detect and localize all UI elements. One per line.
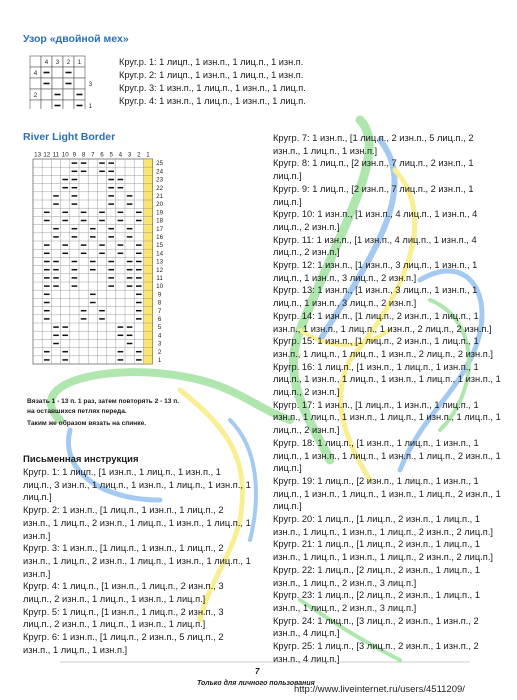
chart-row-label: 3 <box>88 81 93 88</box>
instruction-line: изн.п., 1 лиц.п., 2 изн.п., 1 лиц.п., 1 изн.п., 1 лиц.п., 1 <box>23 555 251 566</box>
chart-col-label: 1 <box>146 151 150 159</box>
chart-row-label: 4 <box>33 70 38 77</box>
chart-row-label: 24 <box>156 168 164 176</box>
instruction-line: лиц.п., 2 изн.п.] <box>273 221 340 232</box>
instruction-line: Кругр. 18: 1 лиц.п., [1 изн.п., 1 лиц.п., 1 изн.п., 1 <box>273 437 479 448</box>
instruction-line: изн.п., 1 лиц.п., 1 изн.п.] <box>23 644 128 655</box>
pattern2-note-2: на оставшихся петлях переда. <box>27 408 127 415</box>
instruction-line: Кругр. 5: 1 лиц.п., [1 изн.п., 1 лиц.п., 2 изн.п., 3 <box>23 606 224 617</box>
chart-col-label: 2 <box>137 151 141 159</box>
chart-cell <box>74 67 85 78</box>
instruction-line: Кругр. 21: 1 лиц.п., [1 лиц.п., 2 изн.п., 1 лиц.п., 1 <box>273 539 481 550</box>
instruction-line: изн.п., 1 лиц.п., 1 изн.п., 1 лиц.п., 2 изн.п., 2 лиц.п.] <box>273 552 493 563</box>
chart-cell <box>30 78 41 89</box>
instruction-line: Кругр. 15: 1 изн.п., [1 лиц.п., 2 изн.п., 1 лиц.п., 1 <box>273 336 479 347</box>
instruction-line: Кругр. 4: 1 лиц.п., [1 изн.п., 1 лиц.п., 2 изн.п., 3 <box>23 581 224 592</box>
chart-cell <box>52 78 63 89</box>
chart-col-label: 4 <box>44 59 49 66</box>
chart-row-label: 1 <box>88 103 93 109</box>
chart-row-label: 7 <box>157 307 162 315</box>
pattern2-chart <box>31 149 177 382</box>
chart-row-label: 12 <box>156 266 164 274</box>
chart-row-label: 1 <box>157 357 162 364</box>
instruction-line: изн.п., 1 лиц.п., 2 изн.п., 1 лиц.п., 1 изн.п., 1 лиц.п., 1 <box>23 517 251 528</box>
chart-row-label: 17 <box>156 225 164 233</box>
instruction-line: лиц.п., 2 изн.п., 1 лиц.п., 1 изн.п., 1 лиц.п.] <box>23 619 206 630</box>
pattern1-title: Узор «двойной мех» <box>23 33 129 45</box>
chart-row-label: 19 <box>156 209 164 217</box>
instruction-line: Кругр. 8: 1 лиц.п., [2 изн.п., 7 лиц.п., 2 изн.п., 1 <box>273 158 474 169</box>
chart-cell <box>74 100 85 109</box>
instruction-line: изн.п., 1 лиц.п., 2 изн.п., 3 лиц.п.] <box>273 577 417 588</box>
instruction-line: лиц.п., 1 изн.п., 3 лиц.п., 2 изн.п.] <box>273 298 417 309</box>
chart-row-label: 23 <box>156 176 164 184</box>
chart-cell <box>41 100 52 109</box>
instruction-line: Кругр. 25: 1 лиц.п., [3 лиц.п., 2 изн.п., 1 изн.п., 2 <box>273 641 479 651</box>
chart-row-label: 10 <box>156 283 164 291</box>
pattern1-round-1: Круг.р. 1: 1 лицп., 1 изн.п., 1 лиц.п., 1 изн.п. <box>119 57 304 67</box>
instruction-line: лиц.п., 1 изн.п., 1 лиц.п., 1 изн.п., 1 лиц.п., 1 изн.п., 1 <box>273 374 501 385</box>
chart-row-label: 11 <box>156 275 163 282</box>
instruction-line: лиц.п.] <box>273 463 302 474</box>
instruction-line: лиц.п.] <box>273 196 302 207</box>
chart-row-label: 25 <box>156 160 164 168</box>
chart-row-label: 13 <box>156 258 164 266</box>
chart-row-label: 22 <box>156 184 164 192</box>
chart-cell <box>41 89 52 100</box>
instruction-line: Кругр. 12: 1 изн.п., [1 изн.п., 3 лиц.п., 1 изн.п., 1 <box>273 260 478 270</box>
instruction-line: Кругр. 22: 1 лиц.п., [2 лиц.п., 2 изн.п., 1 лиц.п., 1 <box>273 564 481 575</box>
instruction-line: лиц.п., 2 изн.п.] <box>273 425 340 436</box>
chart-col-label: 12 <box>43 151 51 159</box>
chart-row-label: 6 <box>157 316 162 323</box>
instruction-line: изн.п.] <box>23 530 51 541</box>
chart-row-label: 20 <box>156 201 164 209</box>
instruction-line: лиц.п., 2 изн.п.] <box>273 387 340 397</box>
footer-rule <box>60 660 470 664</box>
instruction-line: лиц.п., 2 изн.п.] <box>273 247 340 258</box>
instruction-line: Кругр. 3: 1 изн.п., [1 лиц.п., 1 изн.п., 1 лиц.п., 2 <box>23 543 224 554</box>
chart-col-label: 3 <box>127 151 132 159</box>
page-number: 7 <box>255 667 260 676</box>
instruction-line: изн.п., 1 лиц.п., 2 изн.п., 3 лиц.п.] <box>273 602 417 613</box>
chart-col-label: 1 <box>77 59 82 66</box>
instruction-line: Кругр. 23: 1 лиц.п., [2 лиц.п., 2 изн.п., 1 лиц.п., 1 <box>273 590 481 601</box>
chart-col-label: 4 <box>118 151 123 159</box>
chart-col-label: 11 <box>52 151 60 159</box>
chart-row-label: 15 <box>156 242 164 250</box>
source-url[interactable]: http://www.liveinternet.ru/users/4511209/ <box>294 684 465 695</box>
pattern2-note-1: Вязать 1 - 13 п. 1 раз, затем повторять 2 - 13 п. <box>27 398 180 405</box>
chart-row-label: 18 <box>156 217 164 225</box>
instruction-line: лиц.п., 1 изн.п., 3 лиц.п., 2 изн.п.] <box>273 272 417 283</box>
instruction-line: лиц.п.] <box>273 501 302 512</box>
chart-row-label: 21 <box>156 193 164 200</box>
chart-cell <box>63 100 74 109</box>
chart-col-label: 7 <box>91 151 95 159</box>
instruction-line: лиц.п., 1 изн.п., 1 лиц.п., 1 изн.п., 1 лиц.п., 2 изн.п., 1 <box>273 488 501 499</box>
instruction-line: Кругр. 2: 1 изн.п., [1 лиц.п., 1 изн.п., 1 лиц.п., 2 <box>23 505 224 516</box>
chart-row-label: 4 <box>157 332 162 340</box>
chart-cell <box>30 100 41 109</box>
instruction-line: Кругр. 10: 1 изн.п., [1 изн.п., 4 лиц.п., 1 изн.п., 4 <box>273 209 478 220</box>
instruction-line: Кругр. 16: 1 лиц.п., [1 изн.п., 1 лиц.п., 1 изн.п., 1 <box>273 361 479 372</box>
instruction-line: Кругр. 1: 1 лицп., [1 изн.п., 1 лиц.п., 1 изн.п., 1 <box>23 467 221 477</box>
instruction-line: изн.п., 4 лиц.п.] <box>273 653 340 664</box>
instruction-line: изн.п., 4 лиц.п.] <box>273 628 340 639</box>
pattern1-chart <box>29 53 111 109</box>
pattern1-round-4: Круг.р. 4: 1 изн.п., 1 лиц.п., 1 изн.п., 1 лиц.п. <box>119 96 306 106</box>
instruction-line: изн.п., 1 лиц.п., 1 изн.п., 1 лиц.п., 2 изн.п., 2 лиц.п.] <box>273 526 493 537</box>
chart-row-label: 5 <box>157 324 162 332</box>
instruction-line: изн.п., 1 лиц.п., 1 лиц.п., 1 изн.п., 2 лиц.п., 2 изн.п.] <box>273 348 493 359</box>
chart-cell <box>74 78 85 89</box>
chart-cell <box>52 100 63 109</box>
chart-row-label: 16 <box>156 234 164 241</box>
instruction-line: изн.п., 1 лиц.п., 1 изн.п.] <box>273 145 378 156</box>
pattern2-note-3: Таким же образом вязать на спинке. <box>27 420 147 427</box>
chart-col-label: 9 <box>72 151 77 159</box>
chart-row-label: 2 <box>157 348 162 356</box>
instruction-line: лиц.п., 1 изн.п., 1 лиц.п., 1 изн.п., 1 лиц.п., 2 изн.п., 1 <box>273 450 501 461</box>
chart-cell <box>63 89 74 100</box>
chart-row-label: 9 <box>157 291 162 299</box>
footer-note: Только для личного пользования <box>197 680 315 687</box>
instruction-line: лиц.п.] <box>23 492 52 503</box>
pattern1-round-3: Круг.р. 3: 1 изн.п., 1 лиц.п., 1 изн.п., 1 лиц.п. <box>119 83 306 93</box>
chart-cell <box>30 56 41 67</box>
chart-row-label: 14 <box>156 250 164 258</box>
instruction-line: Кругр. 13: 1 изн.п., [1 изн.п., 3 лиц.п., 1 изн.п., 1 <box>273 285 478 296</box>
written-heading: Письменная инструкция <box>23 454 139 465</box>
chart-col-label: 5 <box>109 151 113 159</box>
chart-col-label: 2 <box>66 59 71 66</box>
chart-col-label: 8 <box>81 151 86 159</box>
chart-cell <box>52 67 63 78</box>
chart-row-label: 3 <box>157 340 162 348</box>
pattern2-title: River Light Border <box>23 131 116 143</box>
instruction-line: Кругр. 24: 1 лиц.п., [3 лиц.п., 2 изн.п., 1 изн.п., 2 <box>273 615 479 626</box>
instruction-line: Кругр. 14: 1 изн.п., [1 лиц.п., 2 изн.п., 1 лиц.п., 1 <box>273 310 479 321</box>
instruction-line: Кругр. 9: 1 лиц.п., [2 изн.п., 7 лиц.п., 2 изн.п., 1 <box>273 183 474 194</box>
instruction-line: лиц.п., 3 изн.п., 1 лиц.п., 1 изн.п., 1 лиц.п., 1 изн.п., 1 <box>23 479 251 490</box>
instruction-line: Кругр. 20: 1 лиц.п., [1 лиц.п., 2 изн.п., 1 лиц.п., 1 <box>273 514 481 524</box>
chart-col-label: 6 <box>100 151 104 159</box>
instruction-line: изн.п.] <box>23 568 51 579</box>
chart-row-label: 8 <box>157 299 162 307</box>
chart-col-label: 3 <box>55 59 60 66</box>
instruction-line: Кругр. 6: 1 изн.п., [1 лиц.п., 2 изн.п., 5 лиц.п., 2 <box>23 632 224 643</box>
instruction-line: лиц.п., 2 изн.п., 1 лиц.п., 1 изн.п., 1 лиц.п.] <box>23 594 206 604</box>
instruction-line: Кругр. 11: 1 изн.п., [1 изн.п., 4 лиц.п., 1 изн.п., 4 <box>273 234 477 245</box>
instruction-line: Кругр. 17: 1 изн.п., [1 лиц.п., 1 изн.п., 1 лиц.п., 1 <box>273 399 479 410</box>
instruction-line: изн.п., 1 лиц.п., 1 изн.п., 1 лиц.п., 1 изн.п., 1 лиц.п., 1 <box>273 412 501 423</box>
chart-col-label: 10 <box>61 151 69 159</box>
instruction-line: лиц.п.] <box>273 171 302 182</box>
chart-row-label: 2 <box>33 92 38 99</box>
instruction-line: Кругр. 19: 1 лиц.п., [2 изн.п., 1 лиц.п., 1 изн.п., 1 <box>273 475 479 486</box>
chart-col-label: 13 <box>34 151 42 159</box>
instruction-line: Кругр. 7: 1 изн.п., [1 лиц.п., 2 изн.п., 5 лиц.п., 2 <box>273 133 474 143</box>
pattern1-round-2: Круг.р. 2: 1 лицп., 1 изн.п., 1 лиц.п., 1 изн.п. <box>119 70 304 80</box>
instruction-line: изн.п., 1 изн.п., 1 лиц.п., 1 изн.п., 2 лиц.п., 2 изн.п.] <box>273 323 492 334</box>
